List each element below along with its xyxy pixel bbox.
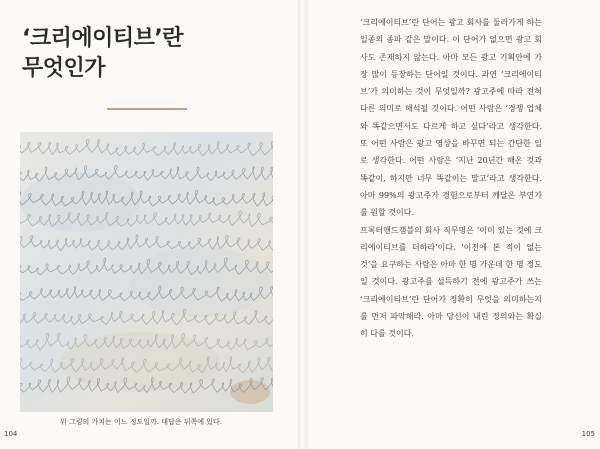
title-divider <box>107 108 187 110</box>
page-number-left: 104 <box>4 430 18 438</box>
artwork-image <box>20 132 273 412</box>
paragraph-2: 프록터앤드갬블의 회사 직무명은 ‘이미 있는 것에 크리에이티브를 더하라’이다. ‘이전에 본 적이 없는 것’을 요구하는 사람은 아마 한 명 가운데 한 명 정도일 것이다. 광고주를 설득하기 전에 광고주가 쓰는 ‘크리에이티브’란 단어가 정확히 무엇을 의미하는지를 먼저 파악해라. 아마 당신이 내린 정의와는 확실히 다를 것이다. <box>360 225 542 339</box>
scribble-painting <box>20 132 273 412</box>
page-number-right: 105 <box>581 430 595 438</box>
chapter-title-line-2: 무엇인가 <box>22 56 106 81</box>
body-text <box>360 14 542 343</box>
paragraph-1: ‘크리에이티브’란 단어는 광고 회사를 둘러가게 하는 일종의 종파 같은 말이다. 이 단어가 없으면 광고 회사도 존재하지 않는다. 아마 모든 광고 기획안에 가장 많이 등장하는 단어일 것이다. 과연 ‘크리에이티브’가 의미하는 것이 무엇일까? 광고주에 따라 전혀 다른 의미로 해석될 것이다. 어떤 사람은 ‘경쟁 업체와 똑같으면서도 다르게 하고 싶다’라고 생각한다. 또 어떤 사람은 광고 영상을 바꾸면 되는 간단한 일로 생각한다. 어떤 사람은 ‘지난 20년간 해온 것과 똑같이, 하지만 너무 똑같이는 말고’라고 생각한다. 아마 99%의 광고주가 경험으로부터 깨달은 부연가를 원할 것이다. <box>360 18 542 218</box>
image-caption: 위 그림의 가치는 어느 정도일까. 대답은 뒤쪽에 있다. <box>60 418 223 426</box>
right-page <box>308 0 600 449</box>
chapter-title <box>22 24 282 84</box>
book-gutter <box>298 0 308 449</box>
chapter-title-line-1: ‘크리에이티브’란 <box>22 26 183 51</box>
